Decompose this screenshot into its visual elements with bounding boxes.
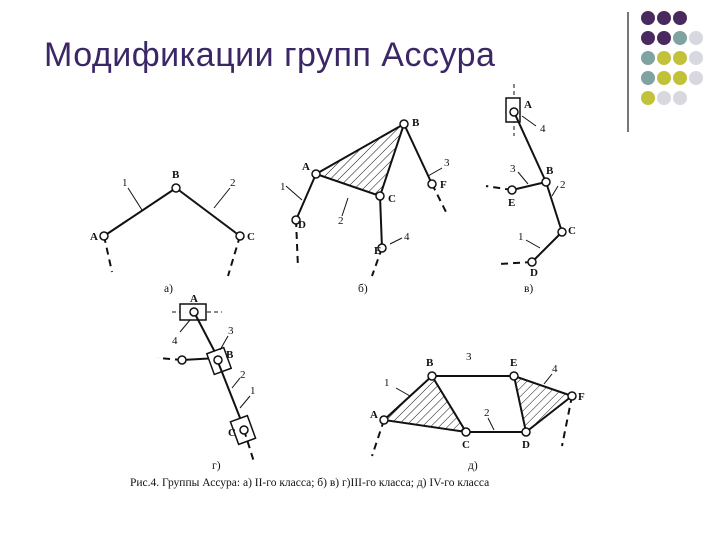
joint-label-b-A: A [302, 161, 310, 173]
joint-label-d-E: E [510, 357, 518, 369]
panel-g [158, 293, 256, 472]
link-label-a-2: 2 [230, 177, 236, 189]
link-label-g-1: 1 [250, 385, 256, 397]
joint-label-v-E: E [508, 197, 516, 209]
panel-caption-a: а) [164, 283, 173, 295]
joint-label-v-A: A [524, 99, 532, 111]
joint-label-v-D: D [530, 267, 538, 279]
joint-label-a-C: C [247, 231, 255, 243]
joint-label-v-B: B [546, 165, 554, 177]
joint-label-a-A: A [90, 231, 98, 243]
link-label-b-2: 2 [338, 215, 344, 227]
panel-v [486, 84, 576, 295]
joint-label-b-C: C [388, 193, 396, 205]
link-label-d-3: 3 [466, 351, 472, 363]
panel-d [370, 351, 585, 472]
joint-label-g-C: C [228, 427, 236, 439]
joint-label-d-B: B [426, 357, 434, 369]
joint-label-d-C: C [462, 439, 470, 451]
link-label-g-4: 4 [172, 335, 178, 347]
joint-label-d-D: D [522, 439, 530, 451]
panel-caption-v: в) [524, 283, 534, 295]
link-label-v-4: 4 [540, 123, 546, 135]
panel-caption-d: д) [468, 460, 478, 472]
link-label-d-1: 1 [384, 377, 390, 389]
joint-label-b-B: B [412, 117, 420, 129]
joint-label-a-B: B [172, 169, 180, 181]
link-label-d-4: 4 [552, 363, 558, 375]
figure-caption: Рис.4. Группы Ассура: а) II-го класса; б) в) г)III-го класса; д) IV-го класса [130, 477, 490, 489]
joint-label-v-C: C [568, 225, 576, 237]
link-label-v-1: 1 [518, 231, 524, 243]
link-label-v-3: 3 [510, 163, 516, 175]
link-label-b-4: 4 [404, 231, 410, 243]
joint-label-b-E: E [374, 245, 382, 257]
link-label-v-2: 2 [560, 179, 566, 191]
panel-caption-g: г) [212, 460, 221, 472]
joint-label-b-D: D [298, 219, 306, 231]
joint-label-d-A: A [370, 409, 378, 421]
link-label-d-2: 2 [484, 407, 490, 419]
joint-label-d-F: F [578, 391, 585, 403]
link-label-g-2: 2 [240, 369, 246, 381]
link-label-g-3: 3 [228, 325, 234, 337]
panel-caption-b: б) [358, 283, 368, 295]
panel-b [280, 117, 450, 295]
link-label-b-3: 3 [444, 157, 450, 169]
panel-a [90, 169, 255, 295]
joint-label-b-F: F [440, 179, 447, 191]
joint-label-g-A: A [190, 293, 198, 305]
link-label-b-1: 1 [280, 181, 286, 193]
slide-title: Модификации групп Ассура [44, 36, 496, 74]
link-label-a-1: 1 [122, 177, 128, 189]
joint-label-g-B: B [226, 349, 234, 361]
